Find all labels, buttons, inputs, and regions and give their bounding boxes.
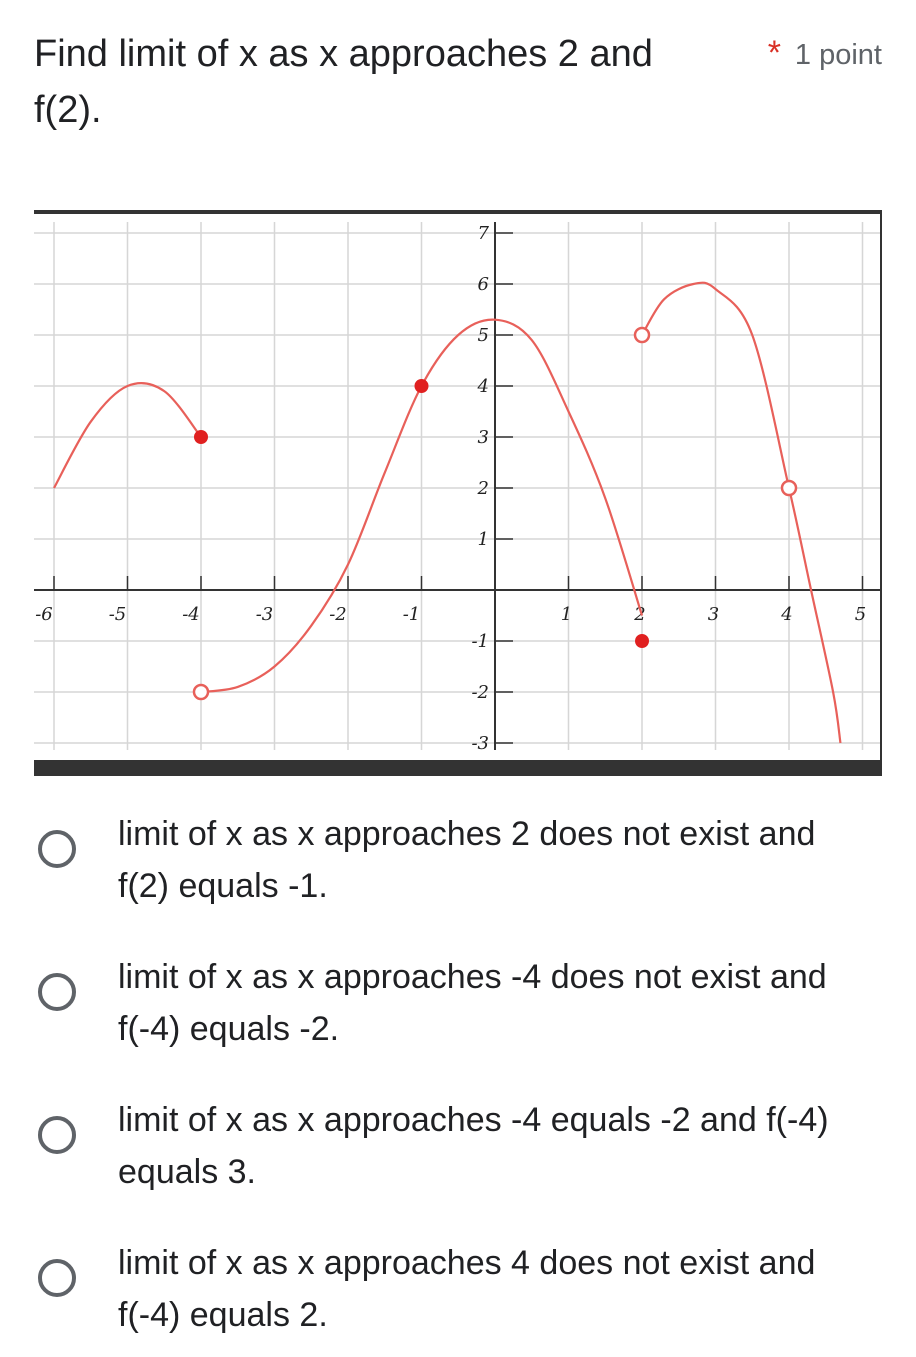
x-tick-label: -3 <box>255 604 274 625</box>
x-tick-label: 2 <box>634 604 646 625</box>
x-tick-label: -5 <box>108 604 127 625</box>
option-3[interactable] <box>34 1094 874 1214</box>
open-point <box>635 328 649 342</box>
y-tick-label: 4 <box>477 376 489 397</box>
option-4[interactable] <box>34 1237 874 1357</box>
x-tick-label: -4 <box>182 604 200 625</box>
x-tick-label: -6 <box>35 604 53 625</box>
x-tick-label: 3 <box>707 604 720 625</box>
y-tick-label: 7 <box>477 223 489 244</box>
y-tick-label: -3 <box>471 733 489 754</box>
required-asterisk: * <box>767 34 781 72</box>
radio-button-1[interactable] <box>38 830 76 868</box>
closed-point <box>415 379 429 393</box>
function-graph <box>34 210 882 776</box>
points-indicator <box>768 34 882 73</box>
question-title: Find limit of x as x approaches 2 and f(2). <box>34 33 653 131</box>
y-tick-label: 6 <box>477 274 489 295</box>
option-2-label: limit of x as x approaches -4 does not exist and f(-4) equals -2. <box>118 958 827 1048</box>
x-tick-label: 4 <box>781 604 793 625</box>
points-label: 1 point <box>794 39 882 71</box>
x-tick-label: 1 <box>560 604 573 625</box>
radio-button-2[interactable] <box>38 973 76 1011</box>
curve-segment-3 <box>642 283 840 743</box>
open-point <box>782 481 796 495</box>
y-tick-label: 1 <box>477 529 489 550</box>
graph-right-border <box>880 210 882 762</box>
option-1-label: limit of x as x approaches 2 does not exist and f(2) equals -1. <box>118 815 816 905</box>
y-tick-label: -1 <box>471 631 489 652</box>
option-4-label: limit of x as x approaches 4 does not exist and f(-4) equals 2. <box>118 1244 816 1334</box>
x-tick-label: -2 <box>329 604 347 625</box>
y-tick-label: 2 <box>477 478 489 499</box>
chart-svg <box>34 210 882 776</box>
y-tick-label: 3 <box>477 427 489 448</box>
x-tick-label: 5 <box>854 604 867 625</box>
radio-button-3[interactable] <box>38 1116 76 1154</box>
y-tick-label: -2 <box>471 682 489 703</box>
graph-top-border <box>34 210 882 214</box>
option-3-label: limit of x as x approaches -4 equals -2 and f(-4) equals 3. <box>118 1101 829 1191</box>
graph-bottom-band <box>34 760 882 776</box>
radio-button-4[interactable] <box>38 1259 76 1297</box>
open-point <box>194 685 208 699</box>
option-1[interactable] <box>34 808 874 928</box>
x-tick-label: -1 <box>402 604 421 625</box>
y-tick-label: 5 <box>477 325 489 346</box>
closed-point <box>194 430 208 444</box>
closed-point <box>635 634 649 648</box>
option-2[interactable] <box>34 951 874 1071</box>
